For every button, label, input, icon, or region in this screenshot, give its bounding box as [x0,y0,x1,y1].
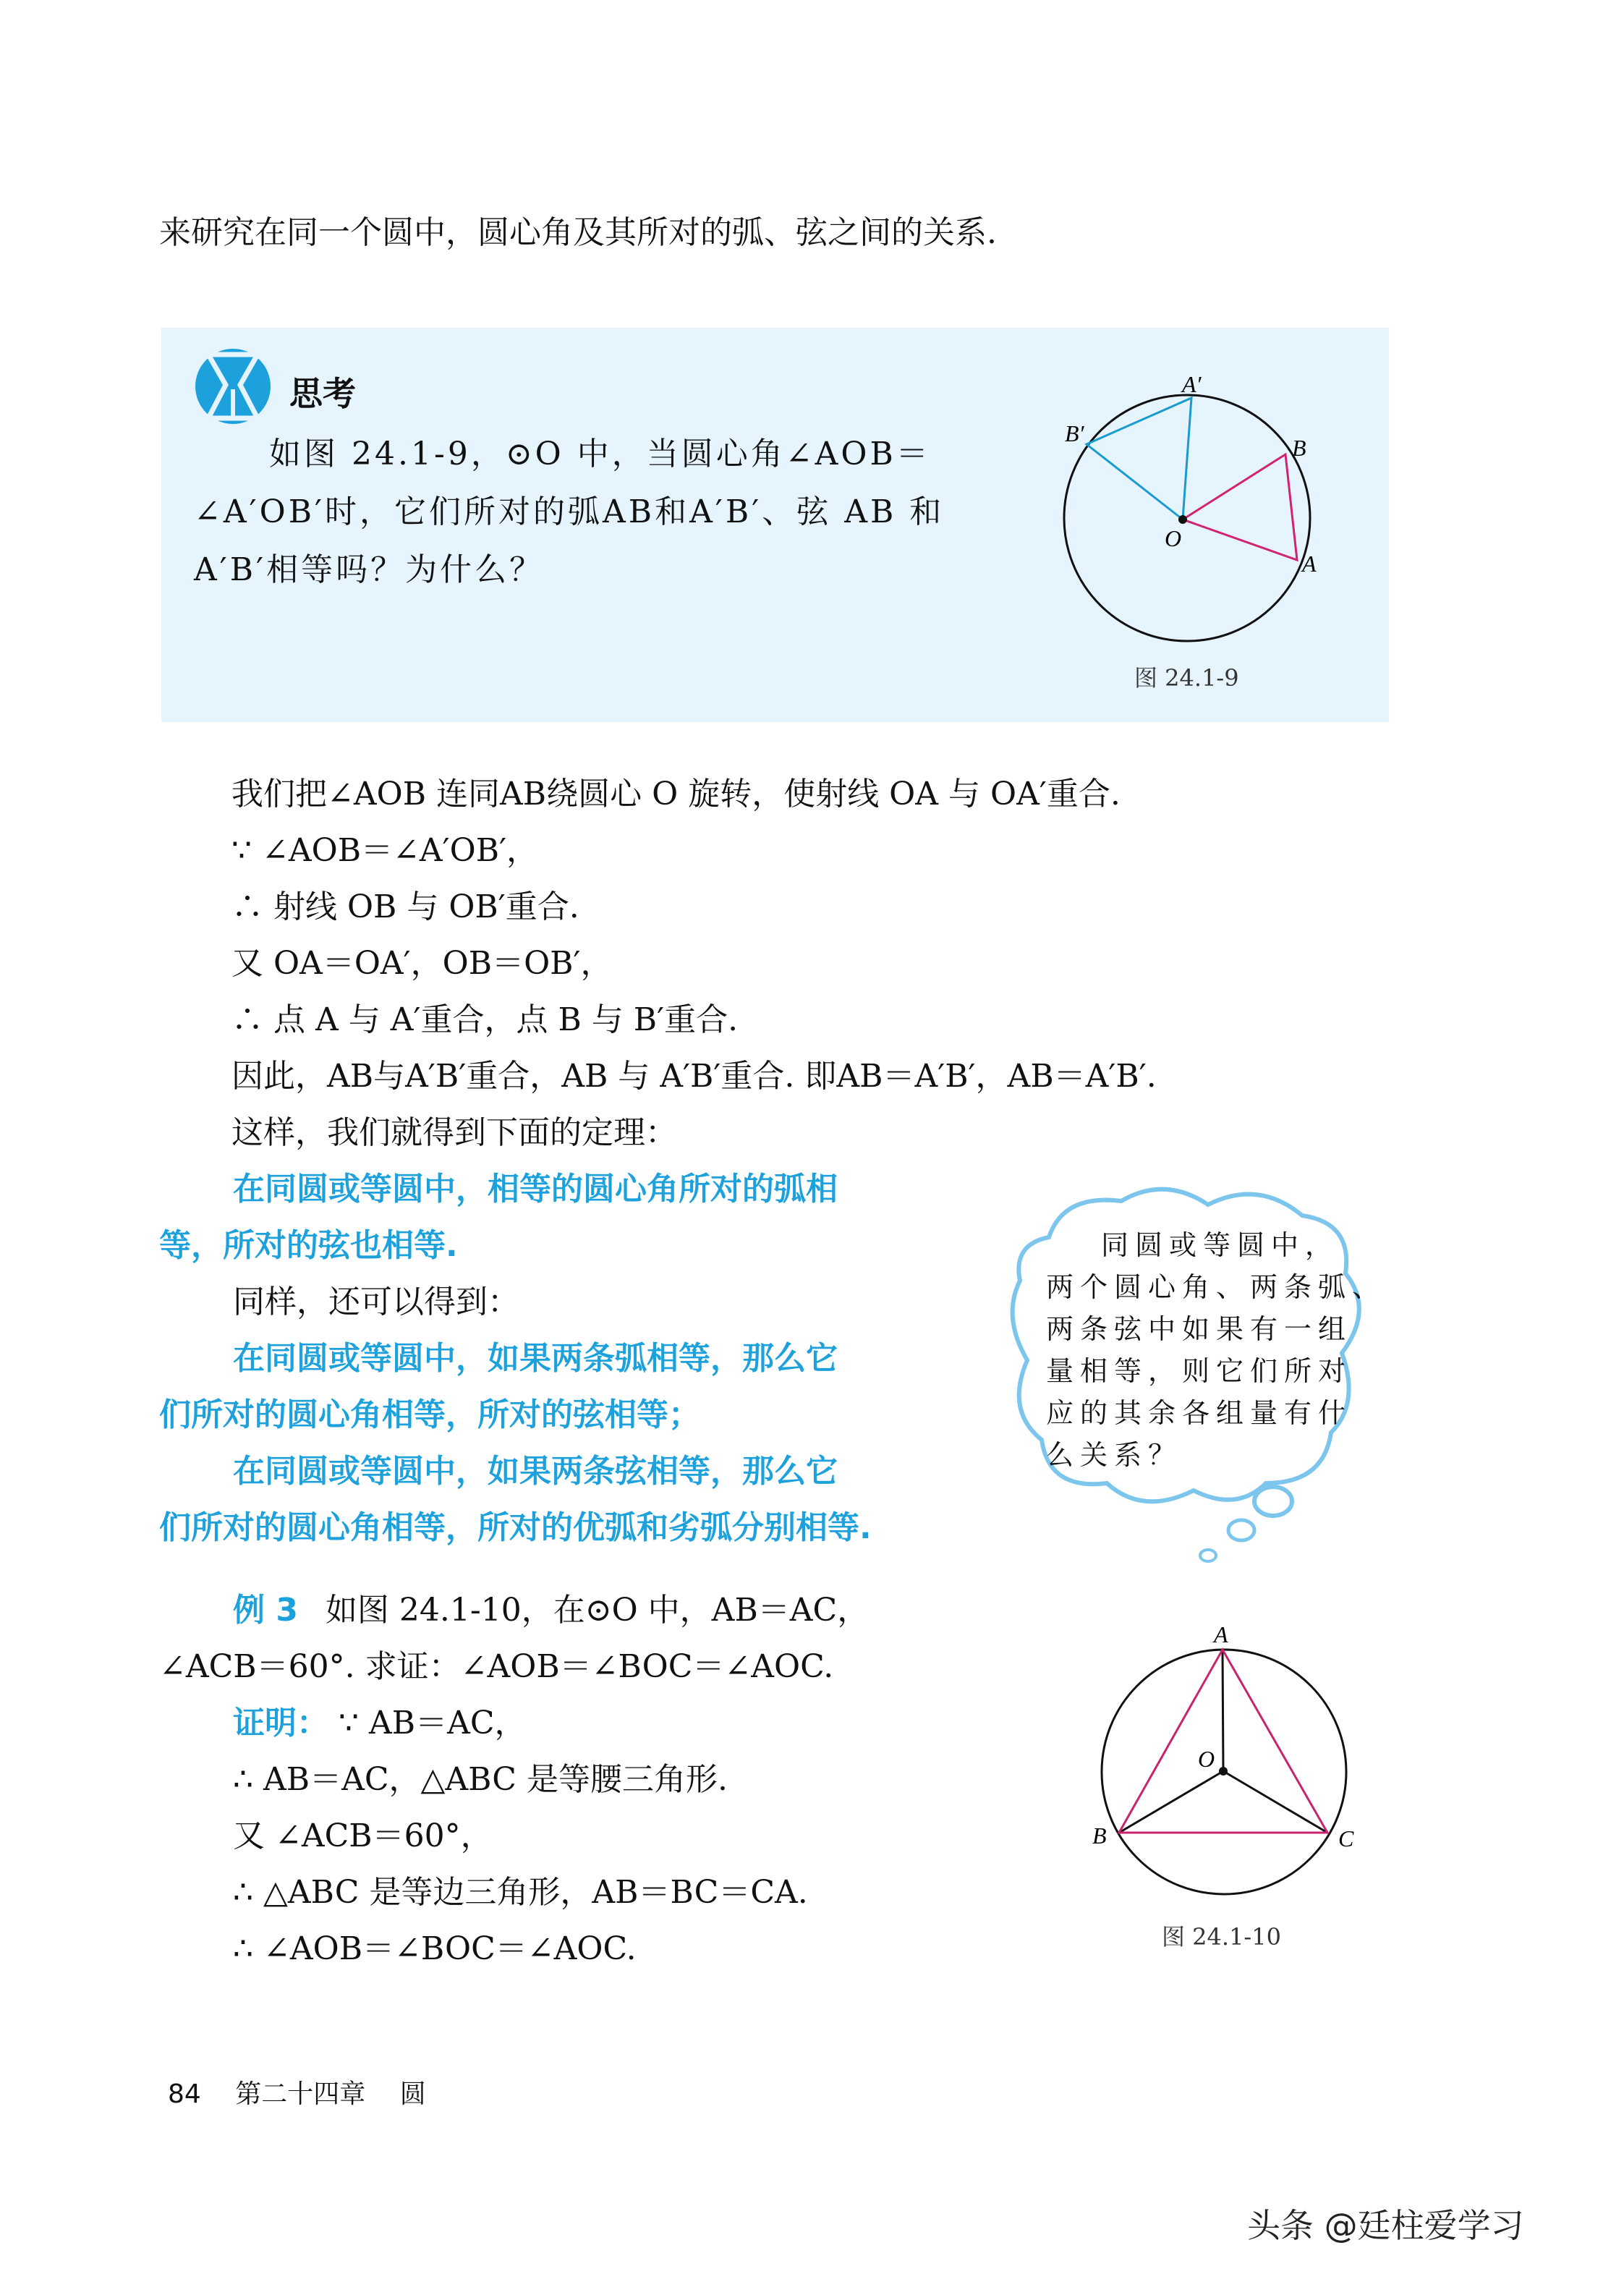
label-a-prime: A′ [1182,371,1202,397]
label-o: O [1165,525,1182,551]
label-c: C [1338,1825,1354,1851]
think-line-1: 如图 24.1-9，⊙O 中，当圆心角∠AOB＝ [269,436,931,472]
proof-label: 证明： [233,1705,328,1741]
intro-text: 来研究在同一个圆中，圆心角及其所对的弧、弦之间的关系. [159,214,997,251]
reasoning-line-1: 我们把∠AOB 连同AB绕圆心 O 旋转，使射线 OA 与 OA′重合. [231,776,1121,813]
source-watermark: 头条 @廷柱爱学习 [1247,2206,1524,2245]
chapter-title: 圆 [399,2079,426,2109]
hourglass-icon [194,347,272,425]
cloud-line-6: 么关系？ [1046,1439,1183,1471]
think-title: 思考 [289,374,356,413]
example-label: 例 3 [233,1592,298,1629]
theorem-2-line-2: 们所对的圆心角相等，所对的弦相等； [159,1396,700,1433]
chapter-number: 第二十四章 [235,2079,366,2109]
figure-caption-24-1-9: 图 24.1-9 [1134,664,1239,692]
reasoning-line-5: ∴ 点 A 与 A′重合，点 B 与 B′重合. [231,1001,739,1038]
label-b-prime: B′ [1065,420,1084,446]
label-o: O [1198,1746,1215,1772]
cloud-line-5: 应的其余各组量有什 [1046,1397,1353,1429]
reasoning-line-7: 这样，我们就得到下面的定理： [231,1114,677,1151]
cloud-line-2: 两个圆心角、两条弧、 [1046,1271,1387,1303]
similarly-text: 同样，还可以得到： [233,1284,519,1320]
label-a: A [1302,551,1317,577]
theorem-1-line-1: 在同圆或等圆中，相等的圆心角所对的弧相 [233,1171,838,1208]
page-number: 84 [168,2079,201,2109]
theorem-1-line-2: 等，所对的弦也相等. [159,1227,458,1264]
proof-line-1 [233,1702,527,1745]
proof-step-5: ∴ ∠AOB＝∠BOC＝∠AOC. [233,1930,637,1967]
label-b: B [1092,1823,1107,1849]
example-line-1 [233,1589,869,1632]
reasoning-line-3: ∴ 射线 OB 与 OB′重合. [231,888,579,925]
theorem-3-line-1: 在同圆或等圆中，如果两条弦相等，那么它 [233,1453,838,1490]
label-a: A [1214,1621,1228,1647]
cloud-line-1: 同圆或等圆中， [1101,1229,1340,1261]
figure-24-1-10 [1071,1606,1389,1968]
example-line-2: ∠ACB＝60°. 求证：∠AOB＝∠BOC＝∠AOC. [159,1648,834,1685]
proof-step-4: ∴ △ABC 是等边三角形，AB＝BC＝CA. [233,1874,808,1911]
reasoning-line-4: 又 OA＝OA′，OB＝OB′， [231,945,613,982]
think-line-2: ∠A′OB′时，它们所对的弧AB和A′B′、弦 AB 和 [194,493,945,530]
figure-caption-24-1-10: 图 24.1-10 [1162,1923,1281,1951]
proof-step-1: ∵ AB＝AC， [339,1705,527,1741]
proof-step-2: ∴ AB＝AC，△ABC 是等腰三角形. [233,1761,728,1798]
page-footer [168,2074,426,2110]
reasoning-line-2: ∵ ∠AOB＝∠A′OB′， [231,832,539,869]
think-line-3: A′B′相等吗？为什么？ [194,551,545,588]
theorem-3-line-2: 们所对的圆心角相等，所对的优弧和劣弧分别相等. [159,1509,872,1546]
theorem-2-line-1: 在同圆或等圆中，如果两条弧相等，那么它 [233,1340,838,1377]
example-statement: 如图 24.1-10，在⊙O 中，AB＝AC， [325,1592,870,1629]
reasoning-line-6: 因此，AB与A′B′重合，AB 与 A′B′重合. 即AB＝A′B′，AB＝A′B′. [231,1058,1157,1095]
proof-step-3: 又 ∠ACB＝60°， [233,1817,493,1854]
label-b: B [1292,435,1306,461]
cloud-line-3: 两条弦中如果有一组 [1046,1313,1353,1345]
figure-24-1-9 [1027,347,1403,709]
cloud-line-4: 量相等，则它们所对 [1046,1355,1353,1387]
